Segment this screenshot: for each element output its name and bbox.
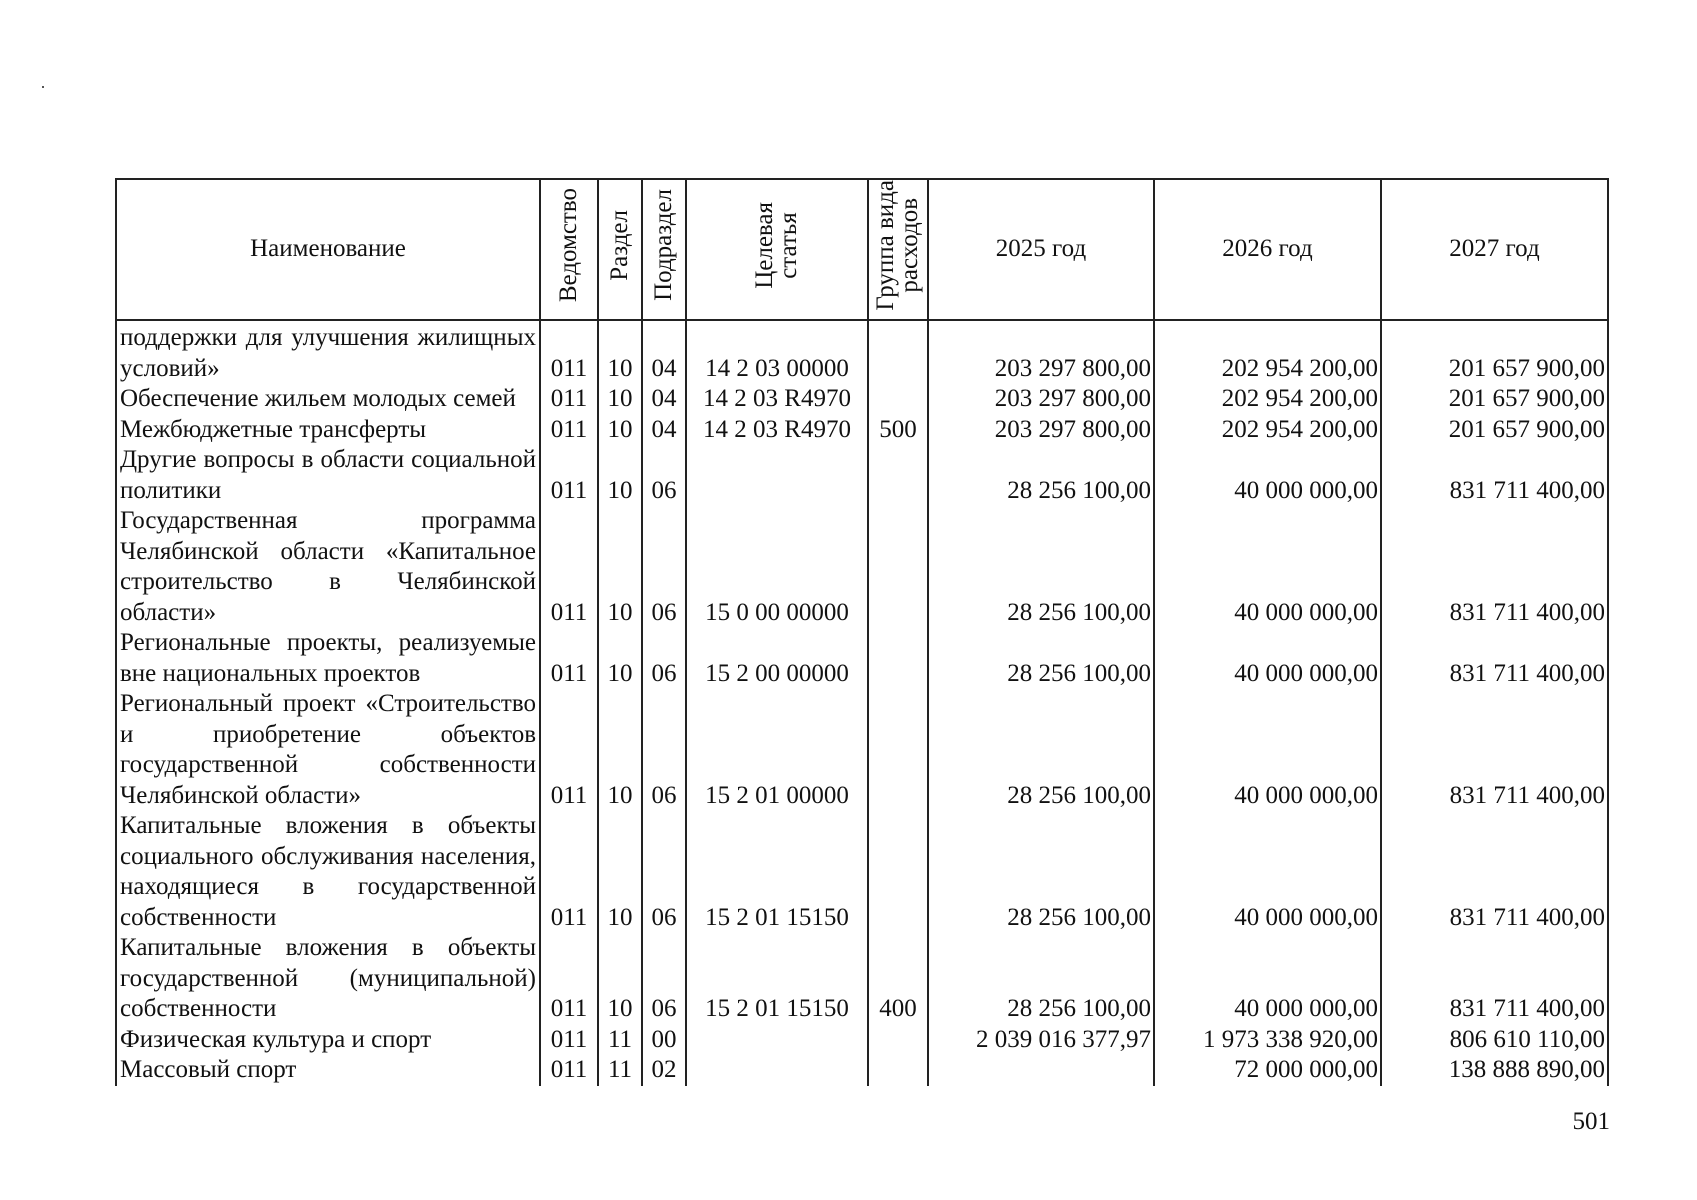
cell-y2025: 28 256 100,00 <box>928 506 1154 628</box>
cell-y2025: 203 297 800,00 <box>928 384 1154 415</box>
page-number: 501 <box>1572 1108 1610 1135</box>
cell-dept: 011 <box>540 384 598 415</box>
cell-y2025: 2 039 016 377,97 <box>928 1025 1154 1056</box>
cell-group <box>868 506 928 628</box>
header-2025: 2025 год <box>928 179 1154 320</box>
cell-y2025: 28 256 100,00 <box>928 628 1154 689</box>
cell-target: 15 2 01 15150 <box>686 933 868 1025</box>
cell-name: Капитальные вложения в объекты государственной (муниципальной) собственности <box>116 933 540 1025</box>
cell-target <box>686 1025 868 1056</box>
stray-mark <box>42 86 44 88</box>
cell-y2026: 202 954 200,00 <box>1154 384 1381 415</box>
cell-y2025: 28 256 100,00 <box>928 445 1154 506</box>
cell-y2025 <box>928 1055 1154 1086</box>
cell-dept: 011 <box>540 415 598 446</box>
cell-y2027: 831 711 400,00 <box>1381 689 1608 811</box>
cell-subsection: 04 <box>642 384 686 415</box>
cell-dept: 011 <box>540 933 598 1025</box>
cell-target: 14 2 03 R4970 <box>686 384 868 415</box>
cell-name: Обеспечение жильем молодых семей <box>116 384 540 415</box>
header-section: Раздел <box>598 179 642 320</box>
cell-y2027: 831 711 400,00 <box>1381 506 1608 628</box>
table-row <box>116 689 1608 811</box>
cell-section: 11 <box>598 1055 642 1086</box>
cell-target: 14 2 03 00000 <box>686 320 868 384</box>
header-2027: 2027 год <box>1381 179 1608 320</box>
cell-y2026: 40 000 000,00 <box>1154 628 1381 689</box>
cell-y2027: 138 888 890,00 <box>1381 1055 1608 1086</box>
cell-dept: 011 <box>540 689 598 811</box>
cell-group <box>868 384 928 415</box>
table-row <box>116 445 1608 506</box>
cell-target: 15 2 01 00000 <box>686 689 868 811</box>
cell-group: 400 <box>868 933 928 1025</box>
header-dept: Ведомство <box>540 179 598 320</box>
cell-section: 10 <box>598 320 642 384</box>
cell-target: 15 2 00 00000 <box>686 628 868 689</box>
table-row <box>116 506 1608 628</box>
cell-section: 10 <box>598 689 642 811</box>
cell-subsection: 00 <box>642 1025 686 1056</box>
cell-subsection: 06 <box>642 811 686 933</box>
header-group: Группа вида расходов <box>868 179 928 320</box>
cell-name: Межбюджетные трансферты <box>116 415 540 446</box>
cell-group <box>868 689 928 811</box>
cell-section: 10 <box>598 933 642 1025</box>
cell-y2026: 40 000 000,00 <box>1154 445 1381 506</box>
cell-group: 500 <box>868 415 928 446</box>
header-name: Наименование <box>116 179 540 320</box>
cell-subsection: 04 <box>642 320 686 384</box>
cell-y2025: 203 297 800,00 <box>928 320 1154 384</box>
cell-y2025: 203 297 800,00 <box>928 415 1154 446</box>
cell-section: 10 <box>598 811 642 933</box>
cell-y2027: 831 711 400,00 <box>1381 628 1608 689</box>
cell-group <box>868 320 928 384</box>
cell-section: 11 <box>598 1025 642 1056</box>
cell-y2025: 28 256 100,00 <box>928 811 1154 933</box>
cell-y2027: 201 657 900,00 <box>1381 415 1608 446</box>
cell-group <box>868 811 928 933</box>
cell-name: Массовый спорт <box>116 1055 540 1086</box>
cell-y2027: 831 711 400,00 <box>1381 933 1608 1025</box>
table-row <box>116 1025 1608 1056</box>
cell-group <box>868 445 928 506</box>
header-target: Целевая статья <box>686 179 868 320</box>
table-row <box>116 415 1608 446</box>
header-2026: 2026 год <box>1154 179 1381 320</box>
cell-target: 15 2 01 15150 <box>686 811 868 933</box>
cell-y2026: 40 000 000,00 <box>1154 689 1381 811</box>
cell-subsection: 06 <box>642 506 686 628</box>
cell-y2026: 1 973 338 920,00 <box>1154 1025 1381 1056</box>
cell-y2025: 28 256 100,00 <box>928 689 1154 811</box>
cell-y2027: 831 711 400,00 <box>1381 445 1608 506</box>
table-body <box>116 320 1608 1086</box>
header-row <box>116 179 1608 320</box>
cell-section: 10 <box>598 628 642 689</box>
cell-subsection: 06 <box>642 933 686 1025</box>
header-subsection: Подраздел <box>642 179 686 320</box>
cell-name: Региональные проекты, реализуемые вне национальных проектов <box>116 628 540 689</box>
cell-name: Другие вопросы в области социальной политики <box>116 445 540 506</box>
cell-name: Региональный проект «Строительство и приобретение объектов государственной собственности Челябинской области» <box>116 689 540 811</box>
cell-subsection: 04 <box>642 415 686 446</box>
cell-y2026: 72 000 000,00 <box>1154 1055 1381 1086</box>
cell-target: 14 2 03 R4970 <box>686 415 868 446</box>
cell-group <box>868 628 928 689</box>
cell-y2026: 40 000 000,00 <box>1154 811 1381 933</box>
cell-section: 10 <box>598 506 642 628</box>
budget-table <box>115 178 1609 1086</box>
table-row <box>116 384 1608 415</box>
table-row <box>116 1055 1608 1086</box>
cell-section: 10 <box>598 445 642 506</box>
table-row <box>116 628 1608 689</box>
cell-dept: 011 <box>540 445 598 506</box>
cell-y2027: 806 610 110,00 <box>1381 1025 1608 1056</box>
table-row <box>116 320 1608 384</box>
table-row <box>116 933 1608 1025</box>
cell-y2026: 40 000 000,00 <box>1154 933 1381 1025</box>
cell-subsection: 06 <box>642 689 686 811</box>
cell-subsection: 02 <box>642 1055 686 1086</box>
cell-subsection: 06 <box>642 628 686 689</box>
cell-name: Государственная программа Челябинской области «Капитальное строительство в Челябинской области» <box>116 506 540 628</box>
cell-target <box>686 1055 868 1086</box>
cell-dept: 011 <box>540 1055 598 1086</box>
cell-name: поддержки для улучшения жилищных условий» <box>116 320 540 384</box>
cell-y2027: 201 657 900,00 <box>1381 320 1608 384</box>
table-row <box>116 811 1608 933</box>
cell-dept: 011 <box>540 628 598 689</box>
cell-dept: 011 <box>540 506 598 628</box>
cell-target <box>686 445 868 506</box>
cell-dept: 011 <box>540 320 598 384</box>
cell-name: Физическая культура и спорт <box>116 1025 540 1056</box>
cell-section: 10 <box>598 384 642 415</box>
cell-section: 10 <box>598 415 642 446</box>
cell-y2025: 28 256 100,00 <box>928 933 1154 1025</box>
cell-target: 15 0 00 00000 <box>686 506 868 628</box>
cell-y2027: 201 657 900,00 <box>1381 384 1608 415</box>
cell-y2026: 202 954 200,00 <box>1154 415 1381 446</box>
cell-y2027: 831 711 400,00 <box>1381 811 1608 933</box>
cell-subsection: 06 <box>642 445 686 506</box>
cell-y2026: 202 954 200,00 <box>1154 320 1381 384</box>
cell-group <box>868 1055 928 1086</box>
cell-group <box>868 1025 928 1056</box>
cell-dept: 011 <box>540 811 598 933</box>
cell-name: Капитальные вложения в объекты социального обслуживания населения, находящиеся в государственной собственности <box>116 811 540 933</box>
cell-dept: 011 <box>540 1025 598 1056</box>
cell-y2026: 40 000 000,00 <box>1154 506 1381 628</box>
